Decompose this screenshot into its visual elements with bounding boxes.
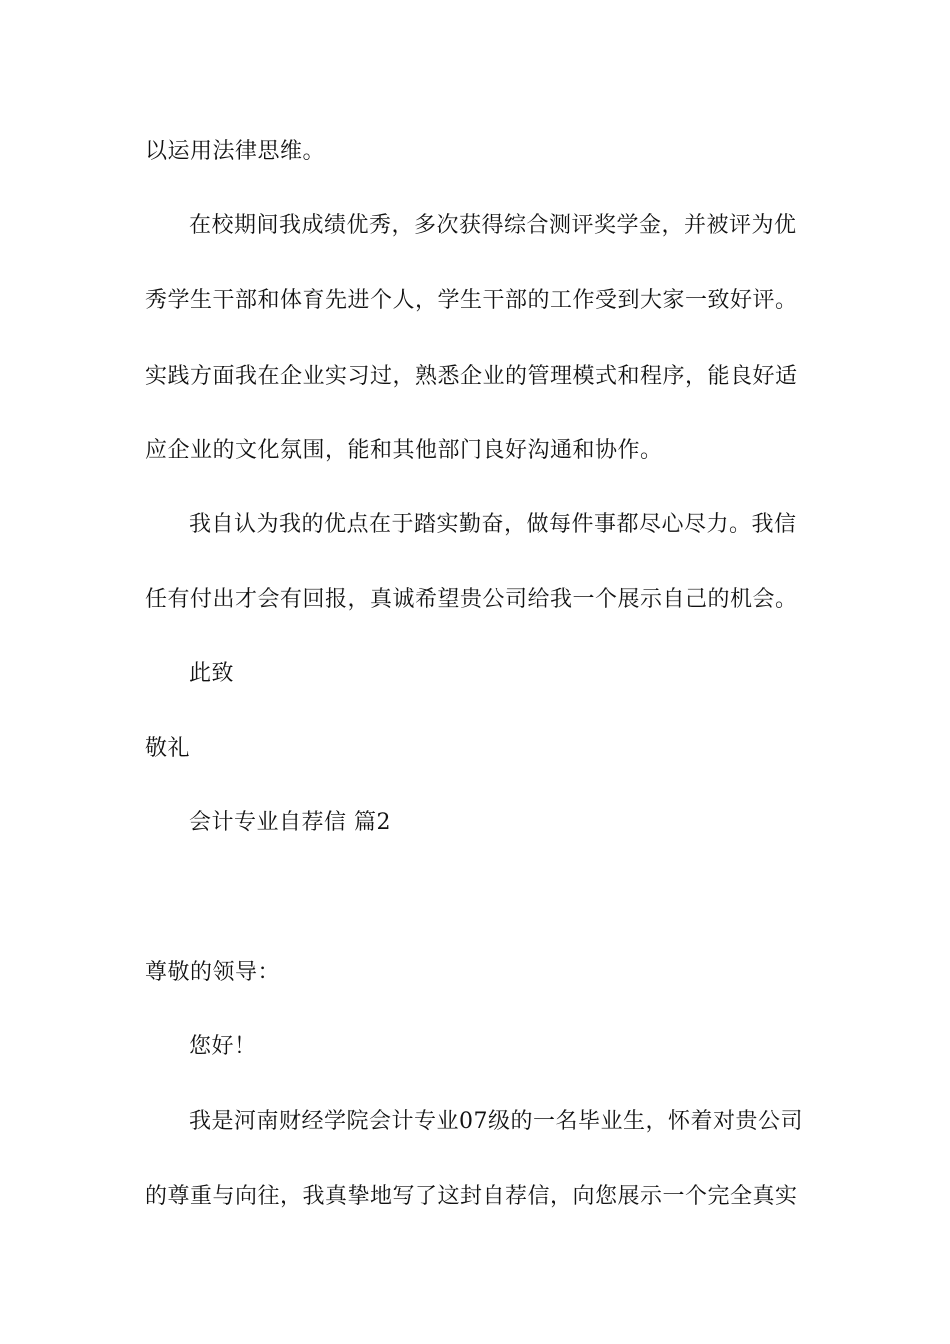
- paragraph-line: 的尊重与向往，我真挚地写了这封自荐信，向您展示一个完全真实: [145, 1184, 798, 1209]
- letter-hello: 您好！: [189, 1034, 257, 1059]
- paragraph-line: 秀学生干部和体育先进个人，学生干部的工作受到大家一致好评。: [145, 288, 798, 313]
- paragraph-line: 任有付出才会有回报，真诚希望贵公司给我一个展示自己的机会。: [145, 587, 798, 612]
- paragraph-line: 我是河南财经学院会计专业07级的一名毕业生，怀着对贵公司: [189, 1109, 803, 1134]
- closing-phrase: 此致: [189, 661, 235, 686]
- section-heading: 会计专业自荐信 篇2: [189, 810, 391, 835]
- closing-salutation: 敬礼: [145, 736, 191, 761]
- paragraph-line: 应企业的文化氛围，能和其他部门良好沟通和协作。: [145, 438, 663, 463]
- paragraph-line: 实践方面我在企业实习过，熟悉企业的管理模式和程序，能良好适: [145, 364, 798, 389]
- letter-greeting: 尊敬的领导：: [145, 960, 281, 985]
- paragraph-line: 我自认为我的优点在于踏实勤奋，做每件事都尽心尽力。我信: [189, 512, 797, 537]
- paragraph-line: 以运用法律思维。: [145, 139, 326, 164]
- paragraph-line: 在校期间我成绩优秀，多次获得综合测评奖学金，并被评为优: [189, 213, 797, 238]
